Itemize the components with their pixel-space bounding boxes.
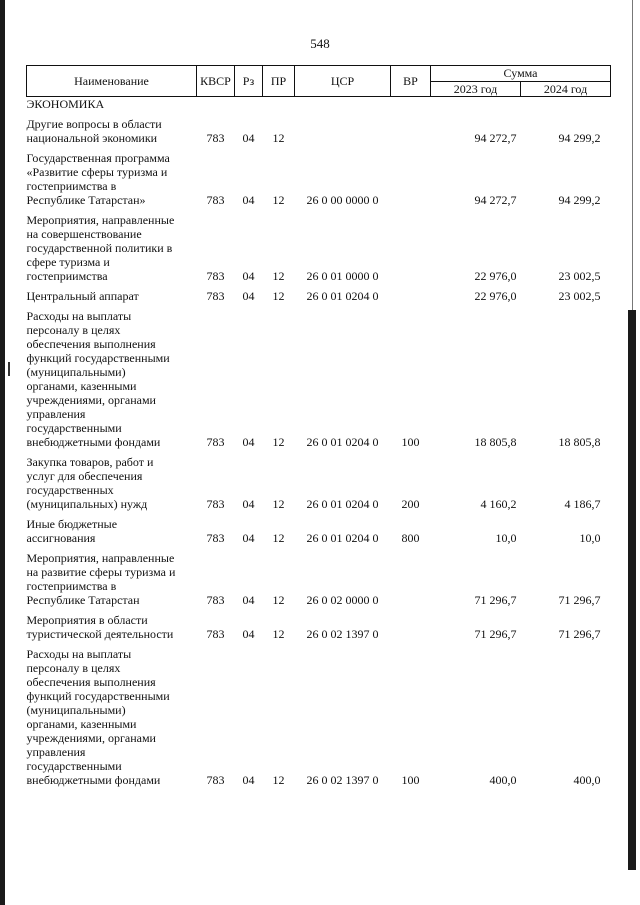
row-name-line: государственными [26, 759, 122, 773]
cell-csr: 26 0 01 0204 0 [306, 289, 379, 303]
row-name [27, 455, 197, 511]
table-row [27, 551, 611, 607]
row-name-line: государственной политики в [26, 241, 173, 255]
table-row [27, 455, 611, 511]
cell-rz: 04 [242, 269, 255, 283]
cell-kvsr: 783 [206, 289, 225, 303]
cell-sum-2024: 23 002,5 [558, 269, 601, 283]
header-name: Наименование [27, 66, 197, 97]
header-year-2023: 2023 год [431, 82, 521, 97]
cell-csr: 26 0 02 1397 0 [306, 773, 379, 787]
row-name-line: Другие вопросы в области [26, 117, 162, 131]
cell-sum-2024: 23 002,5 [558, 289, 601, 303]
cell-vr [391, 551, 431, 607]
row-name-line: функций государственными [26, 689, 170, 703]
row-name-line: гостеприимства в [26, 579, 117, 593]
cell-sum-2024: 94 299,2 [558, 131, 601, 145]
row-name-line: на совершенствование [26, 227, 142, 241]
row-name-line: Центральный аппарат [26, 289, 139, 303]
cell-sum-2024: 71 296,7 [558, 627, 601, 641]
row-name-line: управления [26, 407, 86, 421]
cell-csr: 26 0 00 0000 0 [306, 193, 379, 207]
scan-edge-right [628, 310, 636, 870]
row-name-line: гостеприимства [26, 269, 108, 283]
scan-mark [8, 362, 10, 376]
table-row [27, 151, 611, 207]
row-name-line: органами, казенными [26, 717, 137, 731]
row-name-line: (муниципальными) [26, 703, 126, 717]
row-name-line: внебюджетными фондами [26, 773, 161, 787]
cell-csr: 26 0 02 1397 0 [306, 627, 379, 641]
table-row [27, 117, 611, 145]
row-name-line: внебюджетными фондами [26, 435, 161, 449]
row-name [27, 151, 197, 207]
row-name-line: Мероприятия, направленные [26, 551, 175, 565]
cell-kvsr: 783 [206, 193, 225, 207]
cell-rz: 04 [242, 193, 255, 207]
row-name-line: персоналу в целях [26, 661, 121, 675]
row-name-line: Закупка товаров, работ и [26, 455, 154, 469]
cell-sum-2023: 22 976,0 [474, 269, 517, 283]
cell-pr: 12 [272, 193, 285, 207]
header-pr: ПР [263, 66, 295, 97]
cell-pr: 12 [272, 593, 285, 607]
row-name-line: национальной экономики [26, 131, 158, 145]
cell-pr: 12 [272, 435, 285, 449]
header-rz: Рз [235, 66, 263, 97]
cell-csr: 26 0 02 0000 0 [306, 593, 379, 607]
cell-sum-2024: 400,0 [573, 773, 601, 787]
row-name-line: Иные бюджетные [26, 517, 118, 531]
row-name-line: гостеприимства в [26, 179, 117, 193]
cell-vr [391, 151, 431, 207]
table-row [27, 613, 611, 641]
budget-table [26, 65, 611, 787]
row-name-line: органами, казенными [26, 379, 137, 393]
cell-sum-2024: 71 296,7 [558, 593, 601, 607]
row-name-line: персоналу в целях [26, 323, 121, 337]
table-row [27, 213, 611, 283]
cell-sum-2023: 4 160,2 [480, 497, 517, 511]
cell-sum-2023: 400,0 [489, 773, 517, 787]
row-name-line: ассигнования [26, 531, 96, 545]
cell-rz: 04 [242, 627, 255, 641]
cell-pr: 12 [272, 289, 285, 303]
row-name-line: «Развитие сферы туризма и [26, 165, 168, 179]
header-vr: ВР [391, 66, 431, 97]
row-name [27, 551, 197, 607]
row-name-line: Государственная программа [26, 151, 170, 165]
cell-pr: 12 [272, 531, 285, 545]
cell-pr: 12 [272, 131, 285, 145]
row-name [27, 517, 197, 545]
row-name-line: Республике Татарстан [26, 593, 140, 607]
cell-rz: 04 [242, 773, 255, 787]
cell-rz: 04 [242, 497, 255, 511]
cell-kvsr: 783 [206, 531, 225, 545]
cell-vr [391, 613, 431, 641]
row-name [27, 213, 197, 283]
cell-sum-2023: 94 272,7 [474, 193, 517, 207]
cell-sum-2023: 71 296,7 [474, 627, 517, 641]
cell-kvsr: 783 [206, 497, 225, 511]
cell-sum-2023: 18 805,8 [474, 435, 517, 449]
cell-kvsr: 783 [206, 593, 225, 607]
table-row [27, 309, 611, 449]
row-name-line: управления [26, 745, 86, 759]
table-header [27, 66, 611, 97]
row-name-line: Мероприятия, направленные [26, 213, 175, 227]
page-number: 548 [310, 36, 330, 51]
row-name-line: Мероприятия в области [26, 613, 148, 627]
header-kvsr: КВСР [197, 66, 235, 97]
cell-pr: 12 [272, 773, 285, 787]
section-title: ЭКОНОМИКА [26, 97, 105, 111]
cell-rz: 04 [242, 289, 255, 303]
row-name [27, 309, 197, 449]
row-name-line: государственными [26, 421, 122, 435]
cell-kvsr: 783 [206, 269, 225, 283]
row-name-line: Расходы на выплаты [26, 309, 132, 323]
header-csr: ЦСР [295, 66, 391, 97]
row-name-line: обеспечения выполнения [26, 337, 156, 351]
cell-sum-2023: 10,0 [495, 531, 517, 545]
row-name-line: на развитие сферы туризма и [26, 565, 176, 579]
cell-sum-2024: 94 299,2 [558, 193, 601, 207]
row-name-line: сфере туризма и [26, 255, 110, 269]
cell-sum-2023: 22 976,0 [474, 289, 517, 303]
row-name [27, 289, 197, 303]
cell-vr [391, 289, 431, 303]
cell-kvsr: 783 [206, 131, 225, 145]
row-name-line: обеспечения выполнения [26, 675, 156, 689]
cell-rz: 04 [242, 435, 255, 449]
cell-sum-2024: 10,0 [579, 531, 601, 545]
cell-csr: 26 0 01 0204 0 [306, 497, 379, 511]
cell-csr: 26 0 01 0204 0 [306, 435, 379, 449]
cell-pr: 12 [272, 269, 285, 283]
cell-vr: 200 [401, 497, 420, 511]
row-name-line: туристической деятельности [26, 627, 174, 641]
cell-kvsr: 783 [206, 773, 225, 787]
row-name-line: услуг для обеспечения [26, 469, 143, 483]
row-name [27, 647, 197, 787]
cell-vr [391, 213, 431, 283]
cell-csr [295, 117, 391, 145]
cell-rz: 04 [242, 531, 255, 545]
cell-vr: 100 [401, 435, 420, 449]
row-name [27, 613, 197, 641]
row-name-line: учреждениями, органами [26, 731, 156, 745]
cell-sum-2024: 18 805,8 [558, 435, 601, 449]
cell-rz: 04 [242, 131, 255, 145]
cell-pr: 12 [272, 627, 285, 641]
row-name-line: функций государственными [26, 351, 170, 365]
header-year-2024: 2024 год [521, 82, 611, 97]
cell-sum-2023: 94 272,7 [474, 131, 517, 145]
table-row [27, 517, 611, 545]
row-name-line: (муниципальных) нужд [26, 497, 148, 511]
cell-csr: 26 0 01 0000 0 [306, 269, 379, 283]
scan-edge-left [0, 0, 5, 905]
row-name [27, 117, 197, 145]
cell-vr [391, 117, 431, 145]
header-sum: Сумма [431, 66, 611, 82]
table-row [27, 647, 611, 787]
cell-vr: 100 [401, 773, 420, 787]
cell-kvsr: 783 [206, 435, 225, 449]
table-body [27, 97, 611, 788]
cell-kvsr: 783 [206, 627, 225, 641]
cell-sum-2024: 4 186,7 [564, 497, 601, 511]
row-name-line: учреждениями, органами [26, 393, 156, 407]
row-name-line: (муниципальными) [26, 365, 126, 379]
row-name-line: Расходы на выплаты [26, 647, 132, 661]
cell-vr: 800 [401, 531, 420, 545]
cell-rz: 04 [242, 593, 255, 607]
table-row [27, 289, 611, 303]
cell-pr: 12 [272, 497, 285, 511]
row-name-line: Республике Татарстан» [26, 193, 146, 207]
row-name-line: государственных [26, 483, 114, 497]
cell-sum-2023: 71 296,7 [474, 593, 517, 607]
cell-csr: 26 0 01 0204 0 [306, 531, 379, 545]
